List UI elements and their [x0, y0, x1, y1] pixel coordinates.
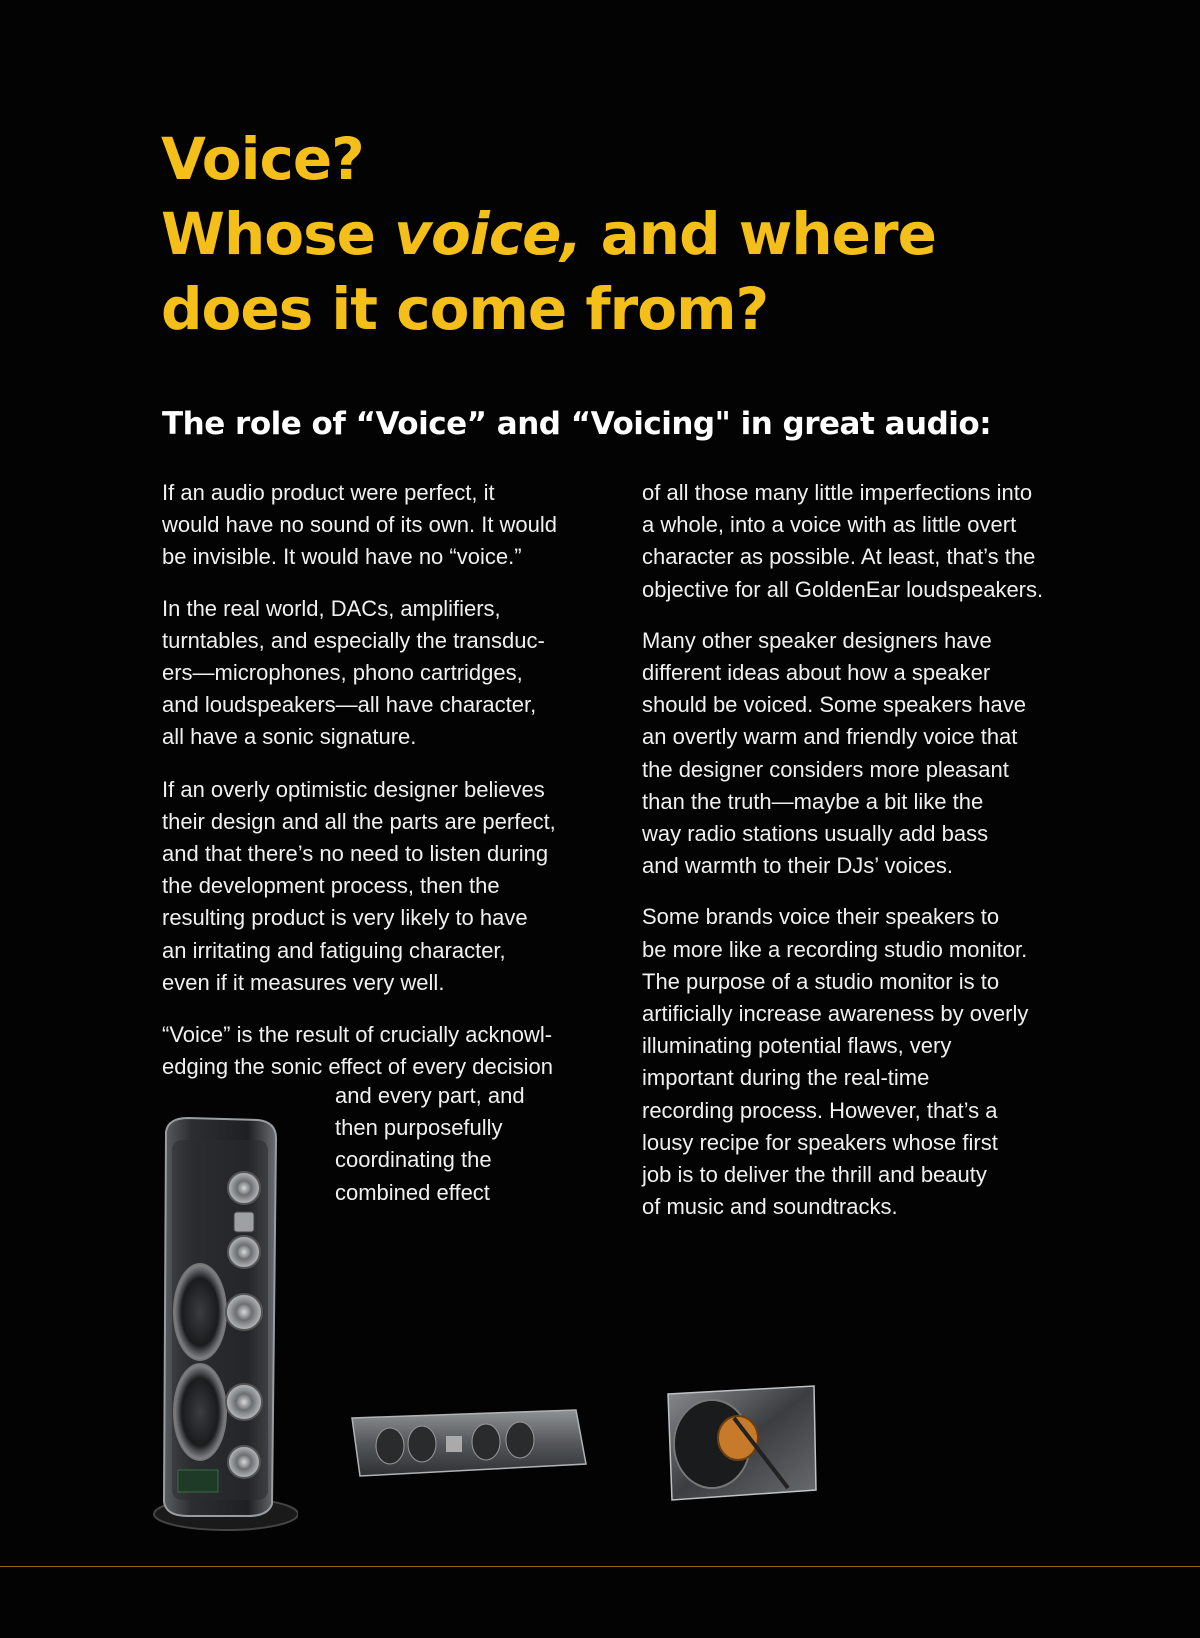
subwoofer-image [664, 1378, 820, 1504]
headline [161, 122, 1061, 347]
headline-line-1: Voice? [161, 125, 364, 193]
right-paragraph-2: Many other speaker designers have different ideas about how a speaker should be voiced. Some speakers have an overtly warm and friendly voice that the designer considers more pleasant than the truth—maybe a bit like the way radio stations usually add bass and warmth to their DJs’ voices. [642, 627, 1027, 879]
headline-line-3: does it come from? [161, 275, 769, 343]
right-text-column [642, 477, 1102, 1223]
headline-line-2 [161, 197, 1061, 272]
section-subheading: The role of “Voice” and “Voicing" in great audio: [162, 406, 992, 442]
left-paragraph-2: In the real world, DACs, amplifiers, turntables, and especially the transduc- ers—microphones, phono cartridges, and loudspeakers—all have character, all have a sonic signature. [162, 595, 545, 750]
left-paragraph-4: “Voice” is the result of crucially acknowl- edging the sonic effect of every decision [162, 1022, 553, 1080]
left-paragraph-1: If an audio product were perfect, it would have no sound of its own. It would be invisible. It would have no “voice.” [162, 480, 558, 570]
left-paragraph-4-continued: and every part, and then purposefully coordinating the combined effect [335, 1083, 525, 1205]
left-text-column [162, 477, 602, 1083]
right-paragraph-3: Some brands voice their speakers to be more like a recording studio monitor. The purpose of a studio monitor is to artificially increase awareness by overly illuminating potential flaws, very important during the real-time recording process. However, that’s a lousy recipe for speakers whose first job is to deliver the thrill and beauty of music and soundtracks. [642, 904, 1029, 1220]
headline-line-2-emphasis: voice, [394, 200, 582, 268]
headline-line-2-start: Whose [161, 200, 395, 268]
headline-line-2-end: and where [581, 200, 936, 268]
left-paragraph-3: If an overly optimistic designer believes their design and all the parts are perfect, and that there’s no need to listen during the development process, then the resulting product is very likely to have an irritating and fatiguing character, even if it measures very well. [162, 776, 556, 995]
tower-speaker-image [148, 1112, 298, 1532]
right-paragraph-1: of all those many little imperfections into a whole, into a voice with as little overt character as possible. At least, that’s the objective for all GoldenEar loudspeakers. [642, 480, 1044, 602]
center-channel-speaker-image [346, 1404, 592, 1484]
bottom-divider [0, 1566, 1200, 1567]
